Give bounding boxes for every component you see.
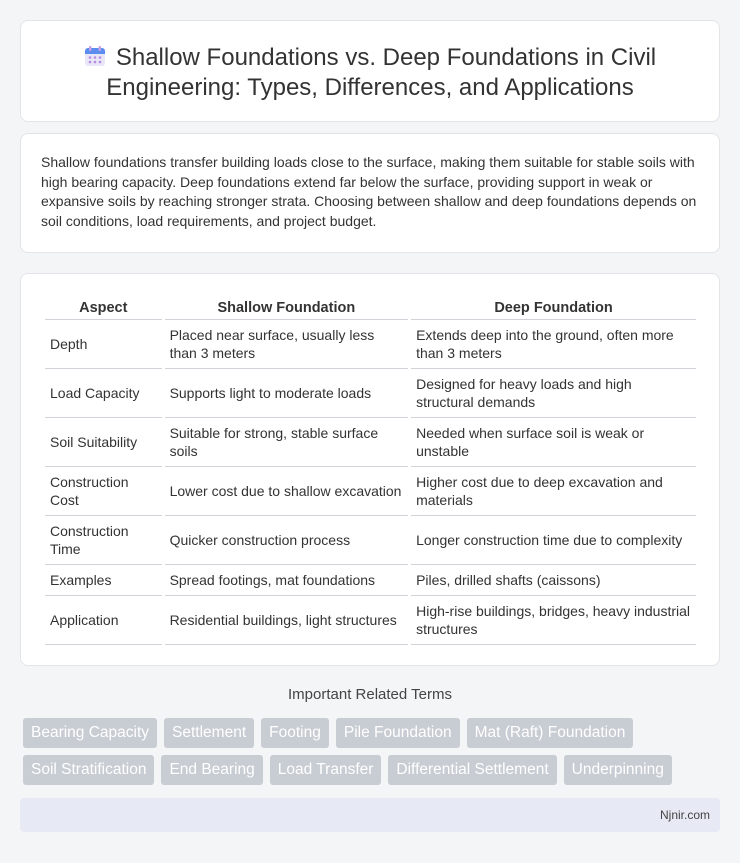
tag-bearing-capacity[interactable]: Bearing Capacity xyxy=(23,718,157,748)
tag-differential-settlement[interactable]: Differential Settlement xyxy=(388,755,556,785)
table-row xyxy=(45,596,696,645)
page-title-text: Shallow Foundations vs. Deep Foundations in Civil Engineering: Types, Differences, and Applications xyxy=(106,44,657,101)
tag-settlement[interactable]: Settlement xyxy=(164,718,254,748)
table-cell-aspect: Load Capacity xyxy=(45,369,162,418)
tag-pile-foundation[interactable]: Pile Foundation xyxy=(336,718,460,748)
table-row xyxy=(45,320,696,369)
comparison-table xyxy=(42,296,699,645)
table-cell-shallow: Quicker construction process xyxy=(165,516,409,565)
table-cell-aspect: Depth xyxy=(45,320,162,369)
header-aspect: Aspect xyxy=(45,296,162,320)
footer xyxy=(20,798,720,832)
table-cell-deep: Longer construction time due to complexity xyxy=(411,516,696,565)
table-row xyxy=(45,565,696,596)
tag-end-bearing[interactable]: End Bearing xyxy=(161,755,262,785)
table-cell-aspect: Application xyxy=(45,596,162,645)
comparison-card xyxy=(20,273,720,666)
table-row xyxy=(45,418,696,467)
table-row xyxy=(45,516,696,565)
table-cell-shallow: Supports light to moderate loads xyxy=(165,369,409,418)
tag-load-transfer[interactable]: Load Transfer xyxy=(270,755,382,785)
table-cell-aspect: Examples xyxy=(45,565,162,596)
header-deep: Deep Foundation xyxy=(411,296,696,320)
related-terms-title: Important Related Terms xyxy=(288,686,452,703)
intro-card xyxy=(20,133,720,253)
table-cell-aspect: Construction Cost xyxy=(45,467,162,516)
table-cell-deep: Extends deep into the ground, often more than 3 meters xyxy=(411,320,696,369)
table-header-row xyxy=(45,296,696,320)
table-cell-deep: Higher cost due to deep excavation and materials xyxy=(411,467,696,516)
table-cell-shallow: Placed near surface, usually less than 3 meters xyxy=(165,320,409,369)
tag-mat-foundation[interactable]: Mat (Raft) Foundation xyxy=(467,718,634,748)
table-row xyxy=(45,467,696,516)
page-title xyxy=(21,43,719,103)
related-terms-list xyxy=(23,718,703,792)
table-cell-aspect: Construction Time xyxy=(45,516,162,565)
title-card xyxy=(20,20,720,122)
tag-soil-stratification[interactable]: Soil Stratification xyxy=(23,755,154,785)
table-row xyxy=(45,369,696,418)
table-cell-shallow: Suitable for strong, stable surface soils xyxy=(165,418,409,467)
table-cell-deep: Designed for heavy loads and high structural demands xyxy=(411,369,696,418)
table-cell-aspect: Soil Suitability xyxy=(45,418,162,467)
table-cell-shallow: Residential buildings, light structures xyxy=(165,596,409,645)
table-cell-shallow: Spread footings, mat foundations xyxy=(165,565,409,596)
header-shallow: Shallow Foundation xyxy=(165,296,409,320)
calendar-icon xyxy=(84,45,106,67)
tag-row xyxy=(23,718,703,748)
tag-footing[interactable]: Footing xyxy=(261,718,329,748)
table-cell-deep: Needed when surface soil is weak or unstable xyxy=(411,418,696,467)
footer-site[interactable]: Njnir.com xyxy=(659,808,710,822)
tag-row xyxy=(23,755,703,785)
tag-underpinning[interactable]: Underpinning xyxy=(564,755,672,785)
intro-paragraph: Shallow foundations transfer building loads close to the surface, making them suitable for stable soils with high bearing capacity. Deep foundations extend far below the surface, providing support in weak or expansive soils by reaching stronger strata. Choosing between shallow and deep foundations depends on soil conditions, load requirements, and project budget. xyxy=(41,154,697,229)
table-cell-shallow: Lower cost due to shallow excavation xyxy=(165,467,409,516)
table-cell-deep: High-rise buildings, bridges, heavy industrial structures xyxy=(411,596,696,645)
table-cell-deep: Piles, drilled shafts (caissons) xyxy=(411,565,696,596)
